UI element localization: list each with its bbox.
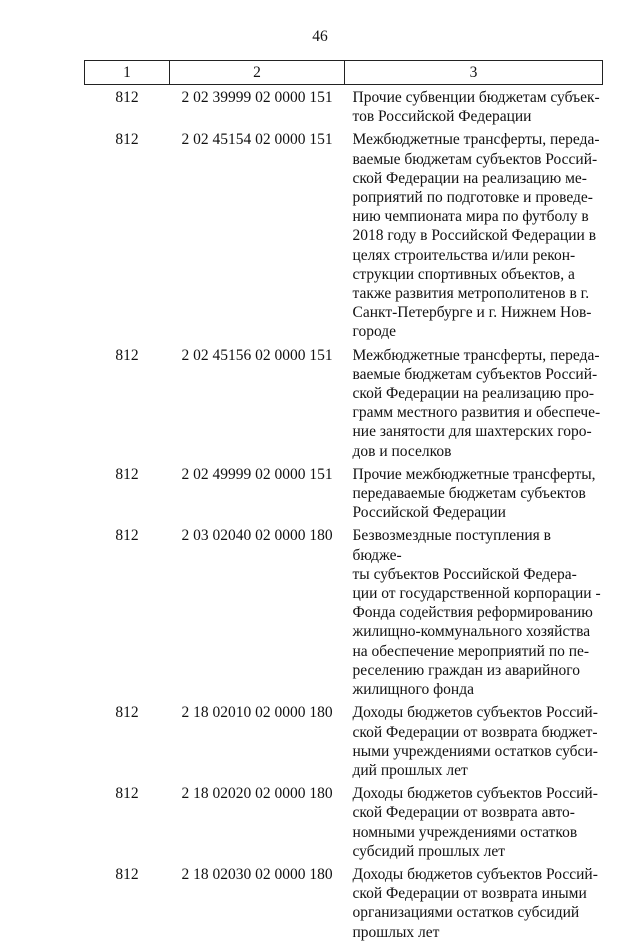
header-col-1: 1	[85, 61, 170, 85]
description-line: ваемые бюджетам субъектов Россий-	[352, 150, 598, 168]
income-description-cell	[345, 780, 603, 861]
header-col-2: 2	[170, 61, 345, 85]
header-row	[85, 61, 603, 85]
description-line: ваемые бюджетам субъектов Россий-	[352, 365, 598, 383]
description-line: целях строительства и/или рекон-	[352, 246, 576, 264]
table-row	[85, 85, 603, 127]
budget-classification-code-cell: 2 03 02040 02 0000 180	[181, 527, 333, 545]
description-line: тов Российской Федерации	[352, 108, 532, 126]
table-row	[85, 522, 603, 699]
description-line: жилищно-коммунального хозяйства	[352, 623, 591, 641]
description-line: дов и поселков	[352, 442, 452, 460]
budget-classification-code-cell: 2 18 02030 02 0000 180	[181, 865, 333, 883]
income-description-cell	[345, 126, 603, 341]
budget-classification-code-cell: 2 02 45154 02 0000 151	[181, 131, 333, 149]
description-line: субсидий прошлых лет	[352, 842, 506, 860]
admin-code-cell: 812	[115, 346, 139, 364]
description-line: дий прошлых лет	[352, 761, 468, 779]
page-number: 46	[312, 28, 328, 45]
description-line: на обеспечение мероприятий по пе-	[352, 642, 590, 660]
description-line: Прочие межбюджетные трансферты,	[352, 465, 596, 483]
table-row	[85, 126, 603, 341]
description-line: ской Федерации от возврата бюджет-	[352, 723, 598, 741]
header-col-3: 3	[345, 61, 603, 85]
description-line: Доходы бюджетов субъектов Россий-	[352, 865, 598, 883]
income-description-cell	[345, 461, 603, 523]
description-line: Санкт-Петербурге и г. Нижнем Нов-	[352, 304, 592, 322]
description-line: номными учреждениями остатков	[352, 823, 578, 841]
description-line: струкции спортивных объектов, а	[352, 265, 575, 283]
description-line: ской Федерации от возврата иными	[352, 885, 587, 903]
description-line: Межбюджетные трансферты, переда-	[352, 131, 600, 149]
table-header	[85, 61, 603, 85]
table-body	[85, 85, 603, 942]
description-line: реселению граждан из аварийного	[352, 661, 581, 679]
description-line: ской Федерации на реализацию про-	[352, 385, 595, 403]
table-row	[85, 861, 603, 942]
admin-code-cell: 812	[115, 131, 139, 149]
description-line: прошлых лет	[352, 923, 440, 941]
description-line: нию чемпионата мира по футболу в	[352, 208, 589, 226]
table-row	[85, 699, 603, 780]
description-line: Российской Федерации	[352, 504, 506, 522]
admin-code-cell: 812	[115, 704, 139, 722]
description-line: городе	[352, 323, 397, 341]
income-description-cell	[345, 342, 603, 461]
description-line: Фонда содействия реформированию	[352, 604, 593, 622]
description-line: роприятий по подготовке и проведе-	[352, 189, 593, 207]
description-line: передаваемые бюджетам субъектов	[352, 485, 586, 503]
description-line: Безвозмездные поступления в бюдже-	[352, 527, 551, 564]
description-line: ными учреждениями остатков субси-	[352, 742, 598, 760]
description-line: ской Федерации на реализацию ме-	[352, 169, 587, 187]
description-line: организациями остатков субсидий	[352, 904, 580, 922]
budget-classification-code-cell: 2 02 39999 02 0000 151	[181, 89, 333, 106]
income-description-cell	[345, 522, 603, 699]
admin-code-cell: 812	[115, 89, 139, 106]
budget-codes-table	[84, 60, 603, 942]
description-line: 2018 году в Российской Федерации в	[352, 227, 597, 245]
description-line: ты субъектов Российской Федера-	[352, 565, 577, 583]
table-row	[85, 780, 603, 861]
table-row	[85, 342, 603, 461]
description-line: также развития метрополитенов в г.	[352, 285, 590, 303]
admin-code-cell: 812	[115, 527, 139, 545]
description-line: Межбюджетные трансферты, переда-	[352, 346, 600, 364]
description-line: ской Федерации от возврата авто-	[352, 804, 575, 822]
admin-code-cell: 812	[115, 865, 139, 883]
description-line: Доходы бюджетов субъектов Россий-	[352, 704, 598, 722]
budget-classification-code-cell: 2 18 02010 02 0000 180	[181, 704, 333, 722]
admin-code-cell: 812	[115, 465, 139, 483]
description-line: ние занятости для шахтерских горо-	[352, 423, 592, 441]
table-row	[85, 461, 603, 523]
description-line: грамм местного развития и обеспече-	[352, 404, 601, 422]
description-line: жилищного фонда	[352, 681, 474, 699]
description-line: Прочие субвенции бюджетам субъек-	[352, 89, 600, 106]
budget-classification-code-cell: 2 02 45156 02 0000 151	[181, 346, 333, 364]
income-description-cell	[345, 861, 603, 942]
budget-classification-code-cell: 2 02 49999 02 0000 151	[181, 465, 333, 483]
income-description-cell	[345, 699, 603, 780]
description-line: Доходы бюджетов субъектов Россий-	[352, 785, 598, 803]
income-description-cell	[345, 85, 603, 127]
description-line: ции от государственной корпорации -	[352, 585, 601, 603]
admin-code-cell: 812	[115, 785, 139, 803]
budget-classification-code-cell: 2 18 02020 02 0000 180	[181, 785, 333, 803]
